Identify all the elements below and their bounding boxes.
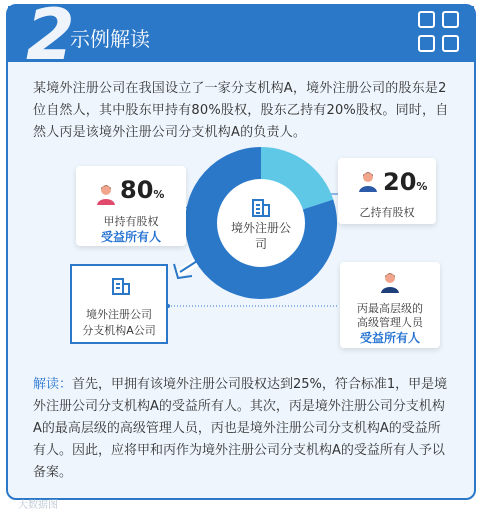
branch-box [70, 264, 168, 344]
yi-percent-group [383, 168, 427, 196]
jia-card [76, 166, 186, 246]
jia-percent-group [120, 176, 164, 204]
yi-label: 乙持有股权 [359, 206, 415, 219]
yi-percent: 20 [383, 168, 417, 196]
bing-role: 受益所有人 [359, 331, 420, 345]
intro-text: 某境外注册公司在我国设立了一家分支机构A，境外注册公司的股东是2位自然人，其中股东甲持有80%股权，股东乙持有20%股权。同时，自然人丙是该境外注册公司分支机构A的负责人。 [33, 81, 449, 140]
jia-percent-unit: % [153, 188, 165, 201]
example-card [6, 0, 476, 511]
jia-label: 甲持有股权 [103, 215, 159, 228]
person-icon [96, 184, 116, 206]
jia-role: 受益所有人 [100, 230, 161, 244]
person-icon [358, 171, 378, 193]
donut-center-label: 境外注册公司 [231, 221, 292, 251]
bing-card [340, 262, 440, 348]
yi-card [338, 158, 436, 224]
branch-building-icon [111, 276, 131, 300]
person-icon [380, 272, 400, 294]
jia-percent: 80 [120, 176, 154, 204]
bing-line1: 丙最高层级的 [357, 302, 423, 315]
yi-percent-unit: % [416, 180, 428, 193]
jia-head [90, 176, 182, 208]
bing-line2: 高级管理人员 [357, 316, 423, 329]
donut-center-group [221, 196, 301, 252]
building-icon [251, 196, 271, 218]
explanation [33, 374, 453, 484]
section-title: 示例解读 [70, 27, 150, 51]
explanation-text: 首先，甲拥有该境外注册公司股权达到25%，符合标准1，甲是境外注册公司分支机构A的受益所有人。其次，丙是境外注册公司分支机构A的最高层级的高级管理人员，丙也是境外注册公司分支机构A的受益所有人。因此，应将甲和丙作为境外注册公司分支机构A的受益所有人予以备案。 [33, 377, 448, 480]
branch-line1: 境外注册公司 [86, 308, 152, 321]
branch-line2: 分支机构A公司 [82, 324, 156, 337]
explanation-lead: 解读： [33, 377, 73, 392]
watermark: 大数据图 [18, 500, 58, 511]
section-number: 2 [26, 0, 75, 76]
